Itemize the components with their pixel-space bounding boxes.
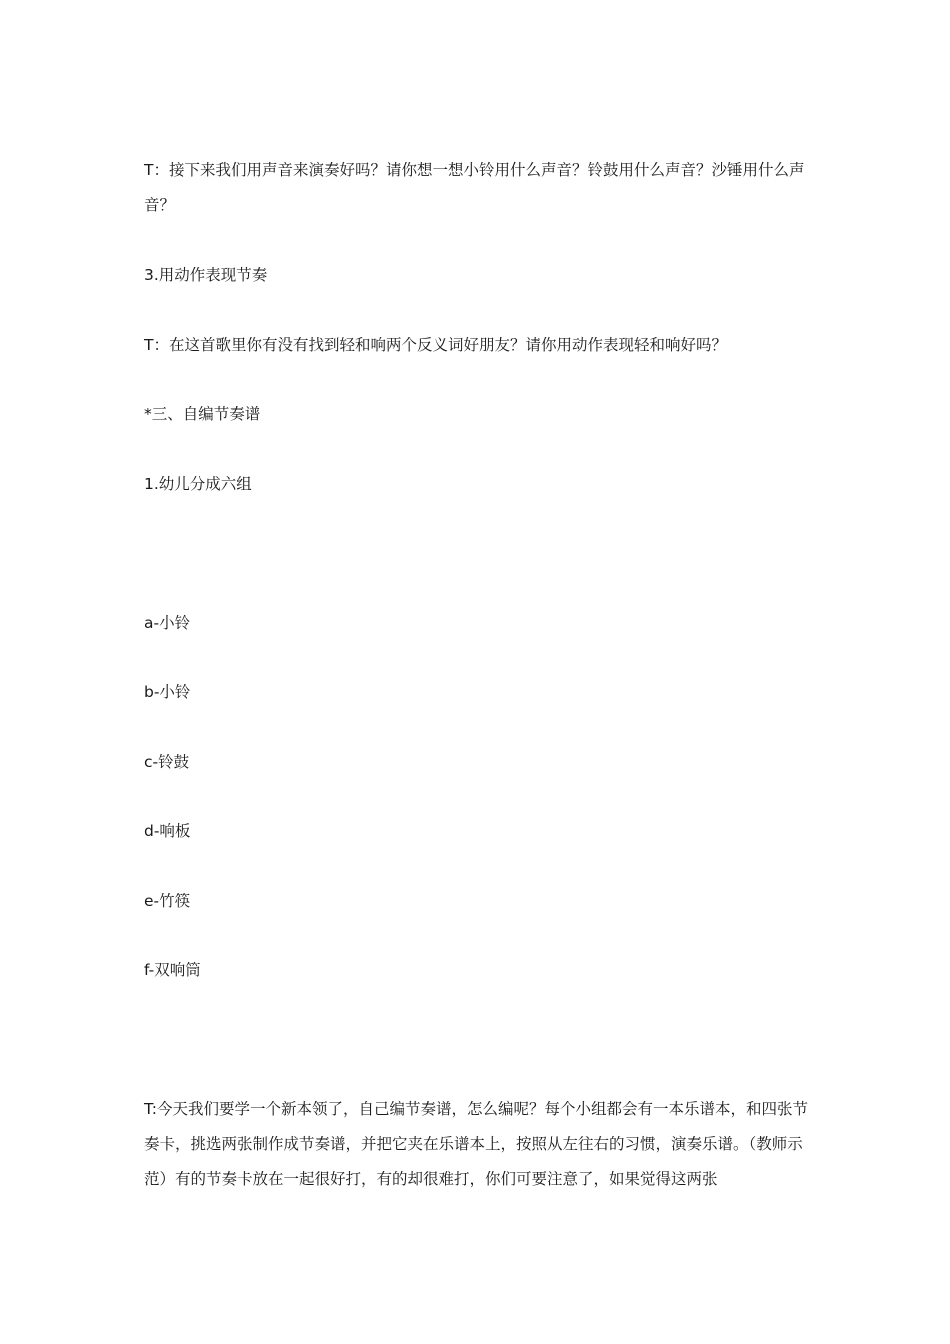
list-item-group-f: f-双响筒 <box>144 961 201 979</box>
list-item-group-d: d-响板 <box>144 822 191 840</box>
list-item-group-b: b-小铃 <box>144 683 191 701</box>
list-item-group-e: e-竹筷 <box>144 892 191 910</box>
paragraph-teacher-instructions: T:今天我们要学一个新本领了，自己编节奏谱，怎么编呢？每个小组都会有一本乐谱本，和四张节奏卡，挑选两张制作成节奏谱，并把它夹在乐谱本上，按照从左往右的习惯，演奏乐谱。（教师示范）有的节奏卡放在一起很好打，有的却很难打，你们可要注意了，如果觉得这两张 <box>144 1100 808 1188</box>
paragraph-teacher-prompt-actions: T：在这首歌里你有没有找到轻和响两个反义词好朋友？请你用动作表现轻和响好吗？ <box>144 336 727 354</box>
paragraph-section-actions: 3.用动作表现节奏 <box>144 266 268 284</box>
list-item-group-c: c-铃鼓 <box>144 753 190 771</box>
paragraph-heading-rhythm-score: *三、自编节奏谱 <box>144 405 261 423</box>
list-item-group-a: a-小铃 <box>144 614 191 632</box>
paragraph-groups: 1.幼儿分成六组 <box>144 475 252 493</box>
paragraph-teacher-prompt-sounds: T：接下来我们用声音来演奏好吗？请你想一想小铃用什么声音？铃鼓用什么声音？沙锤用什么声音？ <box>144 161 805 214</box>
